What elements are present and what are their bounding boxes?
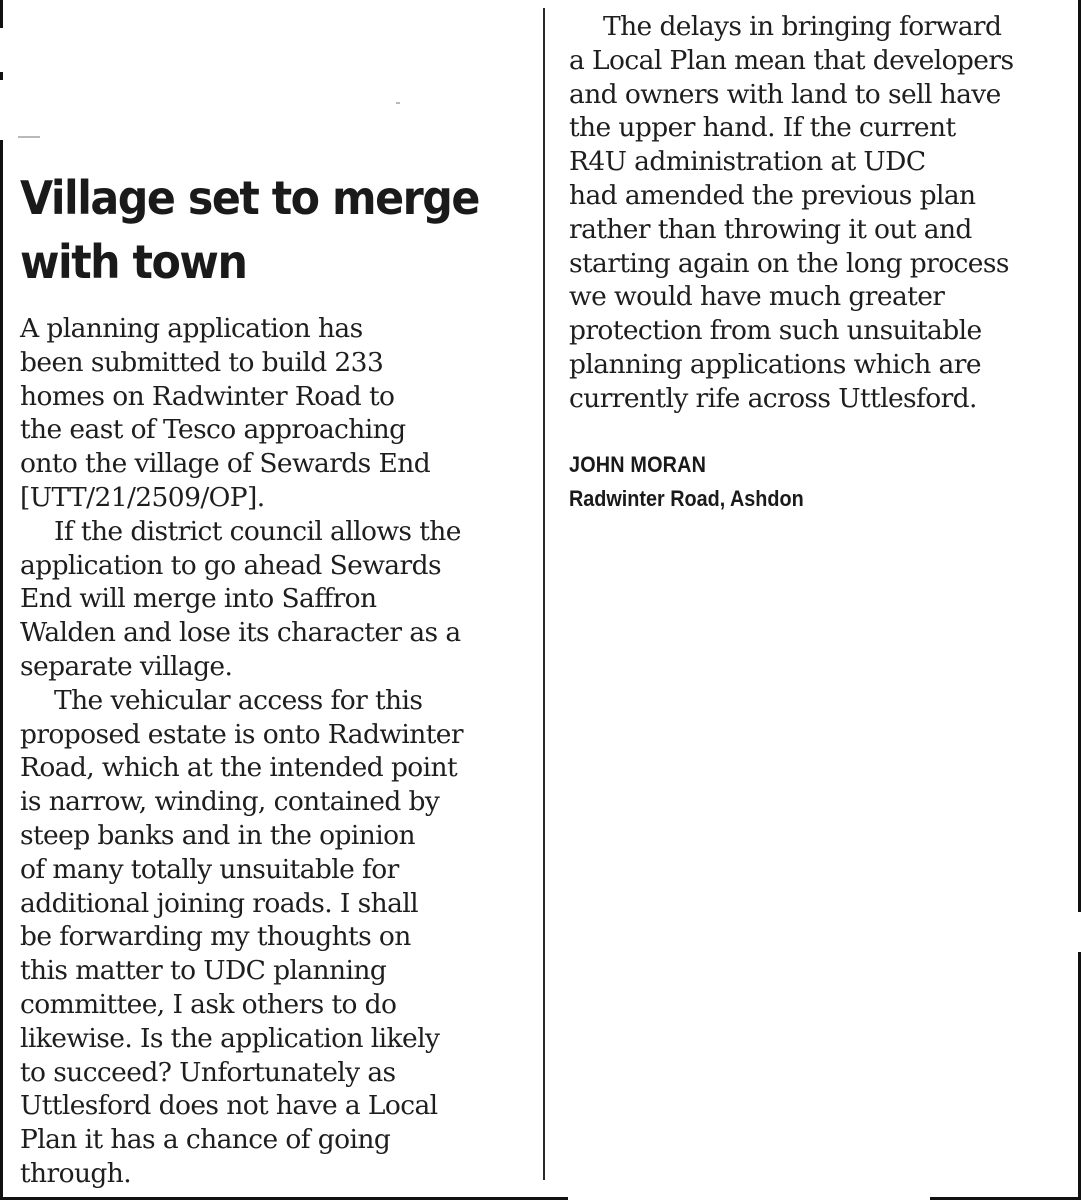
column-divider — [543, 8, 545, 1180]
text-line: [UTT/21/2509/OP]. — [20, 481, 265, 513]
text-line: the east of Tesco approaching — [20, 414, 406, 446]
text-line: additional joining roads. I shall — [20, 887, 419, 919]
letter-body-left-column — [20, 312, 535, 1191]
text-line: Plan it has a chance of going — [20, 1124, 391, 1156]
text-line: R4U administration at UDC — [569, 146, 926, 178]
text-line: planning applications which are — [569, 348, 981, 380]
text-line: End will merge into Saffron — [20, 583, 377, 615]
text-line: is narrow, winding, contained by — [20, 786, 440, 818]
text-line: be forwarding my thoughts on — [20, 921, 411, 953]
headline-line: with town — [20, 235, 247, 289]
text-line: and owners with land to sell have — [569, 78, 1001, 110]
text-line: a Local Plan mean that developers — [569, 44, 1014, 76]
author-name: JOHN MORAN — [569, 452, 707, 477]
text-line: The vehicular access for this — [54, 684, 423, 716]
text-line: of many totally unsuitable for — [20, 853, 399, 885]
text-line: application to go ahead Sewards — [20, 549, 441, 581]
text-line: rather than throwing it out and — [569, 213, 972, 245]
scan-speck — [18, 136, 40, 138]
text-line: Road, which at the intended point — [20, 752, 458, 784]
text-line: committee, I ask others to do — [20, 988, 397, 1020]
text-line: been submitted to build 233 — [20, 346, 384, 378]
text-line: starting again on the long process — [569, 247, 1009, 279]
text-line: through. — [20, 1157, 132, 1189]
text-line: Walden and lose its character as a — [20, 617, 461, 649]
author-address: Radwinter Road, Ashdon — [569, 486, 804, 511]
text-line: the upper hand. If the current — [569, 112, 956, 144]
text-line: protection from such unsuitable — [569, 315, 982, 347]
clipping-edge-left-mark — [0, 72, 3, 80]
text-line: to succeed? Unfortunately as — [20, 1056, 396, 1088]
text-line: homes on Radwinter Road to — [20, 380, 395, 412]
text-line: proposed estate is onto Radwinter — [20, 718, 463, 750]
text-line: had amended the previous plan — [569, 179, 976, 211]
text-line: we would have much greater — [569, 281, 945, 313]
text-line: onto the village of Sewards End — [20, 448, 431, 480]
letter-body-right-column — [569, 10, 1074, 416]
scan-speck — [396, 102, 400, 104]
text-line: The delays in bringing forward — [603, 11, 1002, 42]
text-line: currently rife across Uttlesford. — [569, 382, 977, 414]
clipping-edge-left — [0, 140, 3, 1200]
text-line: steep banks and in the opinion — [20, 819, 415, 851]
text-line: this matter to UDC planning — [20, 955, 387, 987]
text-line: likewise. Is the application likely — [20, 1022, 440, 1054]
text-line: A planning application has — [20, 313, 363, 344]
text-line: If the district council allows the — [54, 515, 461, 547]
text-line: Uttlesford does not have a Local — [20, 1090, 438, 1122]
article-headline — [20, 166, 485, 294]
text-line: separate village. — [20, 650, 233, 682]
clipping-edge-left-top — [0, 0, 3, 28]
headline-line: Village set to merge — [20, 171, 479, 225]
